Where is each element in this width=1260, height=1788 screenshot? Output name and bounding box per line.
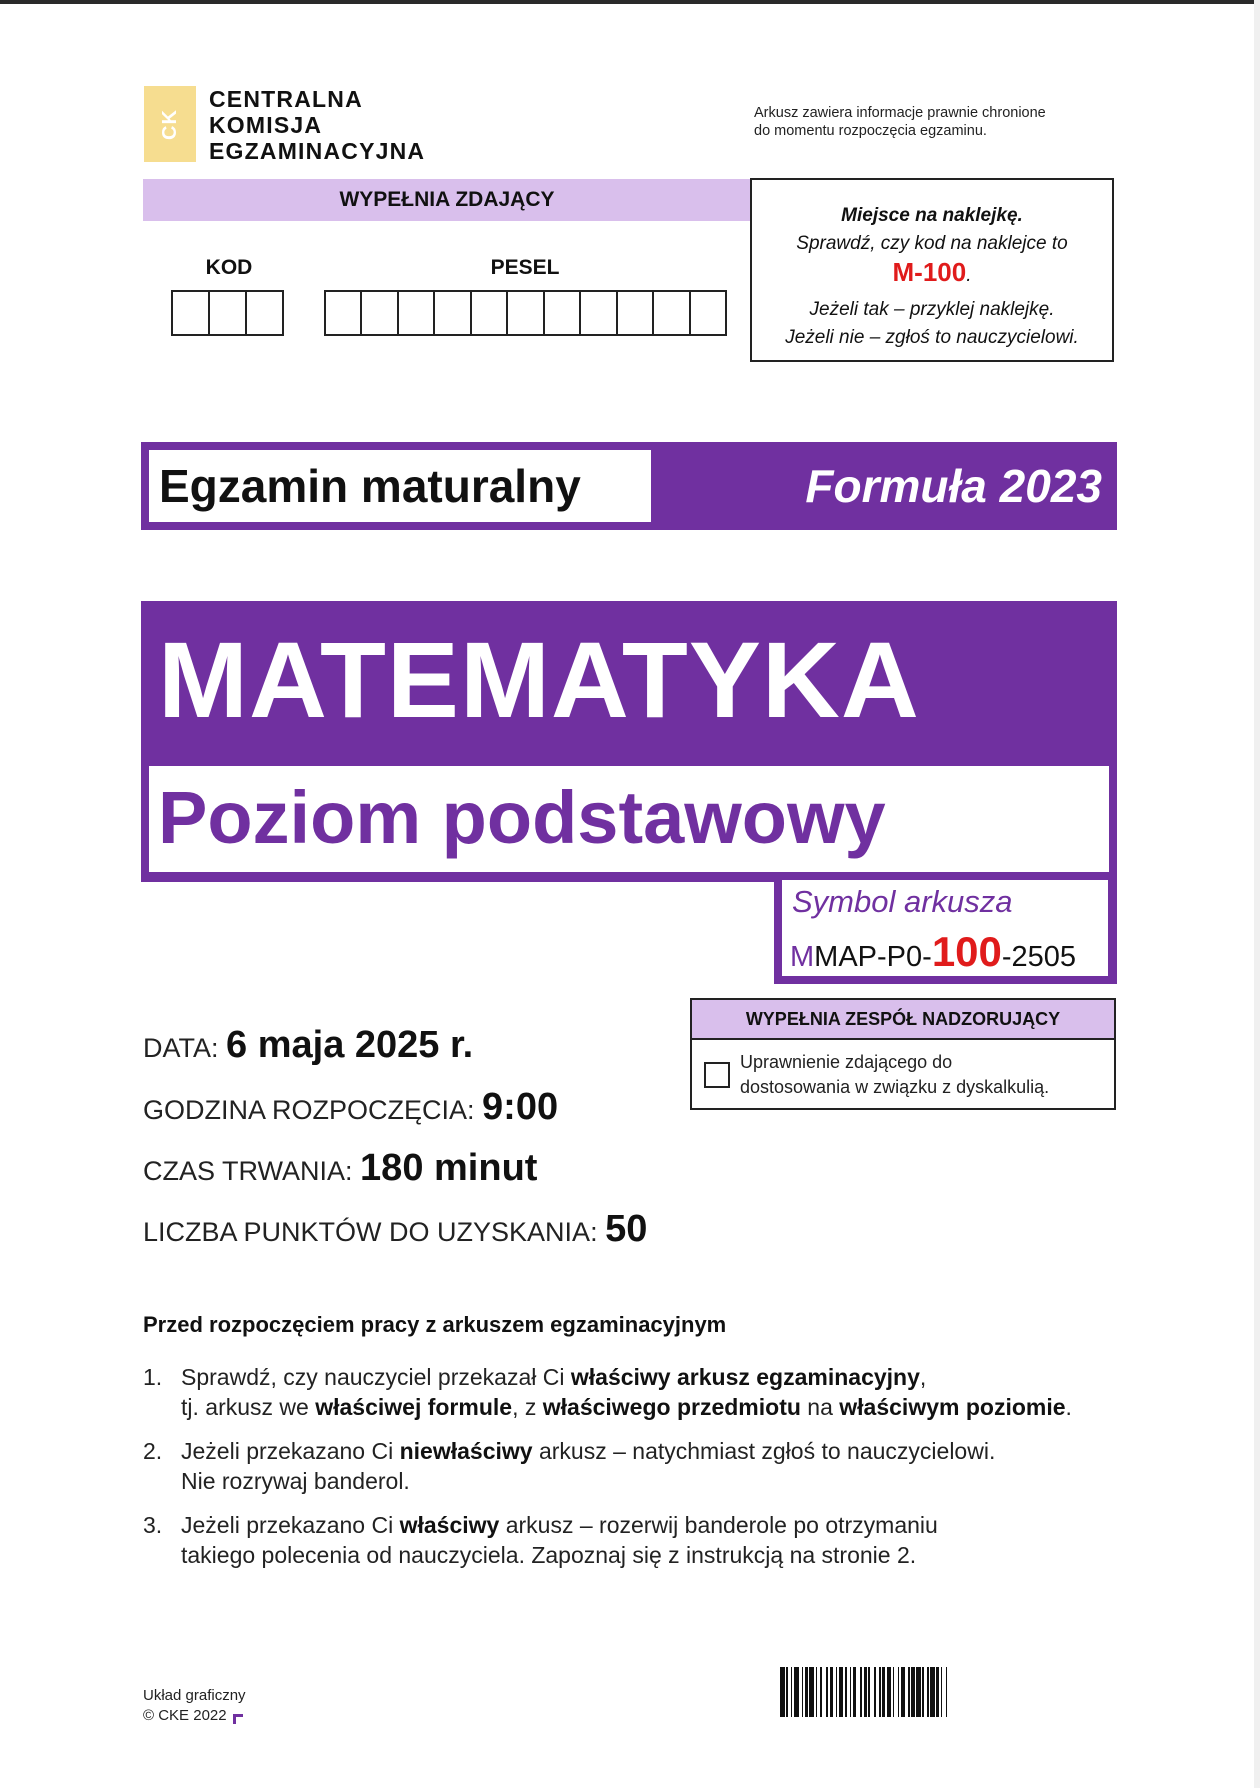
corner-mark-icon	[233, 1714, 243, 1724]
kod-grid[interactable]	[171, 290, 284, 336]
subject-title: MATEMATYKA	[158, 619, 920, 740]
top-border	[0, 0, 1260, 4]
symbol-code: MMAP-P0-100-2505	[790, 928, 1077, 975]
fill-in-header: WYPEŁNIA ZDAJĄCY	[143, 179, 751, 221]
supervisor-header: WYPEŁNIA ZESPÓŁ NADZORUJĄCY	[692, 1000, 1114, 1040]
instructions-list	[143, 1362, 1083, 1584]
exam-start-time: GODZINA ROZPOCZĘCIA: 9:00	[143, 1086, 559, 1128]
instruction-item: 1. Sprawdź, czy nauczyciel przekazał Ci właściwy arkusz egzaminacyjny, tj. arkusz we właściwej formule, z właściwego przedmiotu na właściwym poziomie.	[143, 1364, 1072, 1420]
sticker-yes: Jeżeli tak – przyklej naklejkę.	[809, 299, 1055, 320]
cke-logo-letters: CK	[158, 108, 181, 140]
instruction-item: 2. Jeżeli przekazano Ci niewłaściwy arkusz – natychmiast zgłoś to nauczycielowi. Nie rozrywaj banderol.	[143, 1438, 996, 1494]
sticker-code: M-100	[892, 257, 967, 287]
sticker-instruction: Sprawdź, czy kod na naklejce to	[796, 233, 1068, 254]
page-edge	[1254, 0, 1260, 1788]
footer-credit: Układ graficzny © CKE 2022	[143, 1687, 246, 1724]
dyscalculia-checkbox[interactable]	[704, 1062, 730, 1088]
exam-formula: Formuła 2023	[805, 460, 1102, 512]
level-title: Poziom podstawowy	[158, 776, 886, 859]
cke-logo-text: CENTRALNA KOMISJA EGZAMINACYJNA	[209, 86, 426, 164]
exam-date: DATA: 6 maja 2025 r.	[143, 1024, 474, 1066]
dyscalculia-label: Uprawnienie zdającego do dostosowania w związku z dyskalkulią.	[740, 1052, 1050, 1097]
instruction-item: 3. Jeżeli przekazano Ci właściwy arkusz – rozerwij banderole po otrzymaniu takiego polecenia od nauczyciela. Zapoznaj się z instrukcją na stronie 2.	[143, 1512, 938, 1568]
exam-points: LICZBA PUNKTÓW DO UZYSKANIA: 50	[143, 1208, 648, 1250]
supervisor-box	[690, 998, 1116, 1110]
sticker-box: Miejsce na naklejkę. Sprawdź, czy kod na naklejce to M-100. Jeżeli tak – przyklej naklejkę. Jeżeli nie – zgłoś to nauczycielowi.	[750, 178, 1114, 362]
exam-duration: CZAS TRWANIA: 180 minut	[143, 1147, 538, 1189]
instructions-heading: Przed rozpoczęciem pracy z arkuszem egzaminacyjnym	[143, 1312, 727, 1337]
symbol-label: Symbol arkusza	[792, 884, 1013, 919]
exam-title: Egzamin maturalny	[149, 450, 651, 522]
pesel-label: PESEL	[490, 256, 560, 279]
barcode	[780, 1667, 1092, 1717]
legal-notice: Arkusz zawiera informacje prawnie chronione do momentu rozpoczęcia egzaminu.	[754, 105, 1046, 139]
pesel-grid[interactable]	[324, 290, 727, 336]
sticker-title: Miejsce na naklejkę.	[841, 205, 1023, 226]
sticker-no: Jeżeli nie – zgłoś to nauczycielowi.	[785, 327, 1079, 348]
kod-label: KOD	[205, 256, 253, 279]
